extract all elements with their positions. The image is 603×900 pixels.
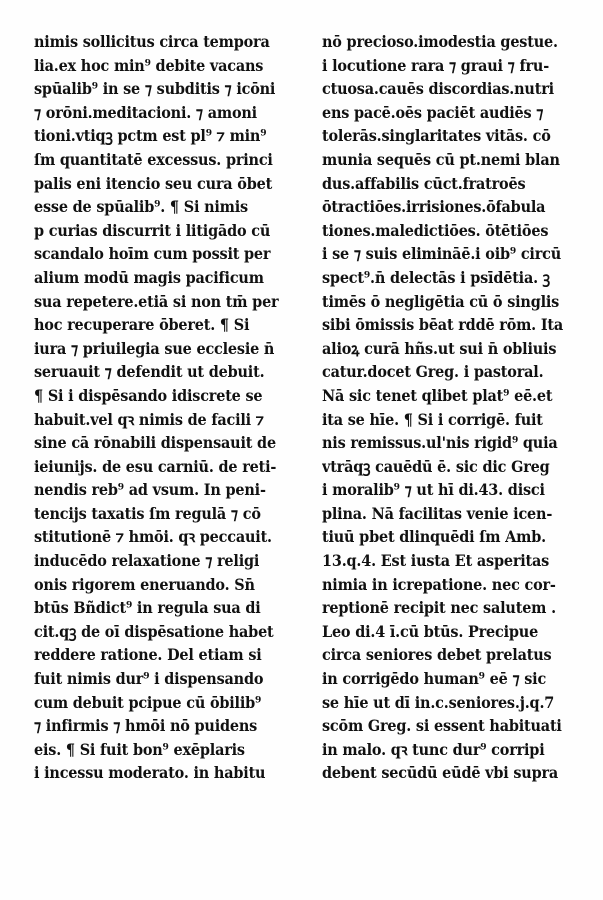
text-line: palis eni itencio seu cura ōbet [34, 173, 273, 193]
text-line: fuit nimis dur⁹ i dispensando [34, 669, 264, 689]
text-line: i incessu moderato. in habitu [34, 763, 266, 783]
right-text-column [322, 30, 592, 785]
text-line: lia.ex hoc min⁹ debite vacans [34, 55, 264, 75]
text-line: reddere ratione. Del etiam si [34, 645, 262, 665]
text-line: i locutione rara ⁊ graui ⁊ fru- [322, 55, 550, 75]
text-line: dus.affabilis cūct.fratroēs [322, 173, 526, 193]
text-line: se hīe ut dī in.c.seniores.j.q.7 [322, 692, 555, 712]
text-line: 13.q.4. Est iusta Et asperitas [322, 551, 550, 571]
text-line: vtrāqꝫ cauēdū ē. sic dic Greg [322, 456, 550, 476]
text-line: cum debuit pcipue cū ōbilib⁹ [34, 692, 262, 712]
text-line: scōm Greg. si essent habituati [322, 716, 562, 736]
text-line: nendis reb⁹ ad vsum. In peni- [34, 480, 266, 500]
text-line: tioni.vtiqꝫ pctm est pl⁹ ⁊ min⁹ [34, 126, 267, 146]
left-text-column [34, 30, 304, 785]
text-line: ens pacē.oēs paciēt audiēs ⁊ [322, 102, 544, 122]
text-line: plina. Nā facilitas venie icen- [322, 503, 553, 523]
text-line: eis. ¶ Si fuit bon⁹ exēplaris [34, 739, 245, 759]
text-line: munia sequēs cū pt.nemi blan [322, 149, 560, 169]
text-line: btūs Bñdict⁹ in regula sua di [34, 598, 261, 618]
text-line: ieiunijs. de esu carniū. de reti- [34, 456, 277, 476]
text-line: spūalib⁹ in se ⁊ subditis ⁊ icōni [34, 79, 276, 99]
text-line: nō precioso.imodestia gestue. [322, 32, 558, 51]
text-line: sine cā rōnabili dispensauit de [34, 433, 276, 453]
text-line: timēs ō negligētia cū ō singlis [322, 291, 560, 311]
text-line: ⁊ infirmis ⁊ hmōi nō puidens [34, 716, 258, 736]
text-line: Nā sic tenet qlibet plat⁹ eē.et [322, 385, 553, 405]
text-line: stitutionē ⁊ hmōi. qꝛ peccauit. [34, 527, 272, 547]
text-line: ōtractiōes.irrisiones.ōfabula [322, 197, 546, 217]
text-line: iura ⁊ priuilegia sue ecclesie n̄ [34, 338, 275, 358]
text-line: hoc recuperare ōberet. ¶ Si [34, 315, 250, 335]
text-line: sua repetere.etiā si non tm̄ per [34, 291, 279, 311]
text-line: cit.qꝫ de oī dispēsatione habet [34, 621, 274, 641]
text-line: sibi ōmissis bēat rddē rōm. Ita [322, 315, 564, 335]
text-line: debent secūdū eūdē vbi supra [322, 763, 559, 783]
text-line: seruauit ⁊ defendit ut debuit. [34, 362, 265, 382]
text-line: i moralib⁹ ⁊ ut hī di.43. disci [322, 480, 545, 500]
text-line: in corrigēdo human⁹ eē ⁊ sic [322, 669, 547, 689]
text-line: alium modū magis pacificum [34, 267, 264, 287]
text-line: esse de spūalib⁹. ¶ Si nimis [34, 197, 248, 217]
text-line: ſm quantitatē excessus. princi [34, 149, 273, 169]
text-line: in malo. qꝛ tunc dur⁹ corripi [322, 739, 545, 759]
text-line: onis rigorem eneruando. Sn̄ [34, 574, 255, 594]
text-line: nimia in icrepatione. nec cor- [322, 574, 556, 594]
text-line: inducēdo relaxatione ⁊ religi [34, 551, 260, 571]
text-line: i se ⁊ suis elimināē.i oib⁹ circū [322, 244, 562, 264]
text-line: ¶ Si i dispēsando idiscrete se [34, 385, 263, 405]
text-line: scandalo hoīm cum possit per [34, 244, 271, 264]
text-line: tiones.maledictiōes. ōtētiōes [322, 220, 549, 240]
text-line: reptionē recipit nec salutem . [322, 598, 556, 618]
text-line: ctuosa.cauēs discordias.nutri [322, 79, 554, 99]
text-line: Leo di.4 ī.cū btūs. Precipue [322, 621, 539, 641]
text-line: p curias discurrit i litigādo cū [34, 220, 271, 240]
text-line: spect⁹.n̄ delectās i psīdētia. ꝫ [322, 267, 550, 287]
text-line: catur.docet Greg. i pastoral. [322, 362, 544, 382]
text-line: alioꝝ curā hñs.ut sui n̄ obliuis [322, 338, 557, 358]
text-line: tiuū pbet dlinquēdi ſm Amb. [322, 527, 546, 547]
text-line: circa seniores debet prelatus [322, 645, 552, 665]
text-line: nimis sollicitus circa tempora [34, 32, 270, 51]
text-line: ⁊ orōni.meditacioni. ⁊ amoni [34, 102, 257, 122]
text-line: habuit.vel qꝛ nimis de facili ⁊ [34, 409, 264, 429]
text-line: tencijs taxatis ſm regulā ⁊ cō [34, 503, 261, 523]
text-line: ita se hīe. ¶ Si i corrigē. fuit [322, 409, 543, 429]
text-line: nis remissus.ul'nis rigid⁹ quia [322, 433, 558, 453]
text-line: tolerās.singlaritates vitās. cō [322, 126, 551, 146]
